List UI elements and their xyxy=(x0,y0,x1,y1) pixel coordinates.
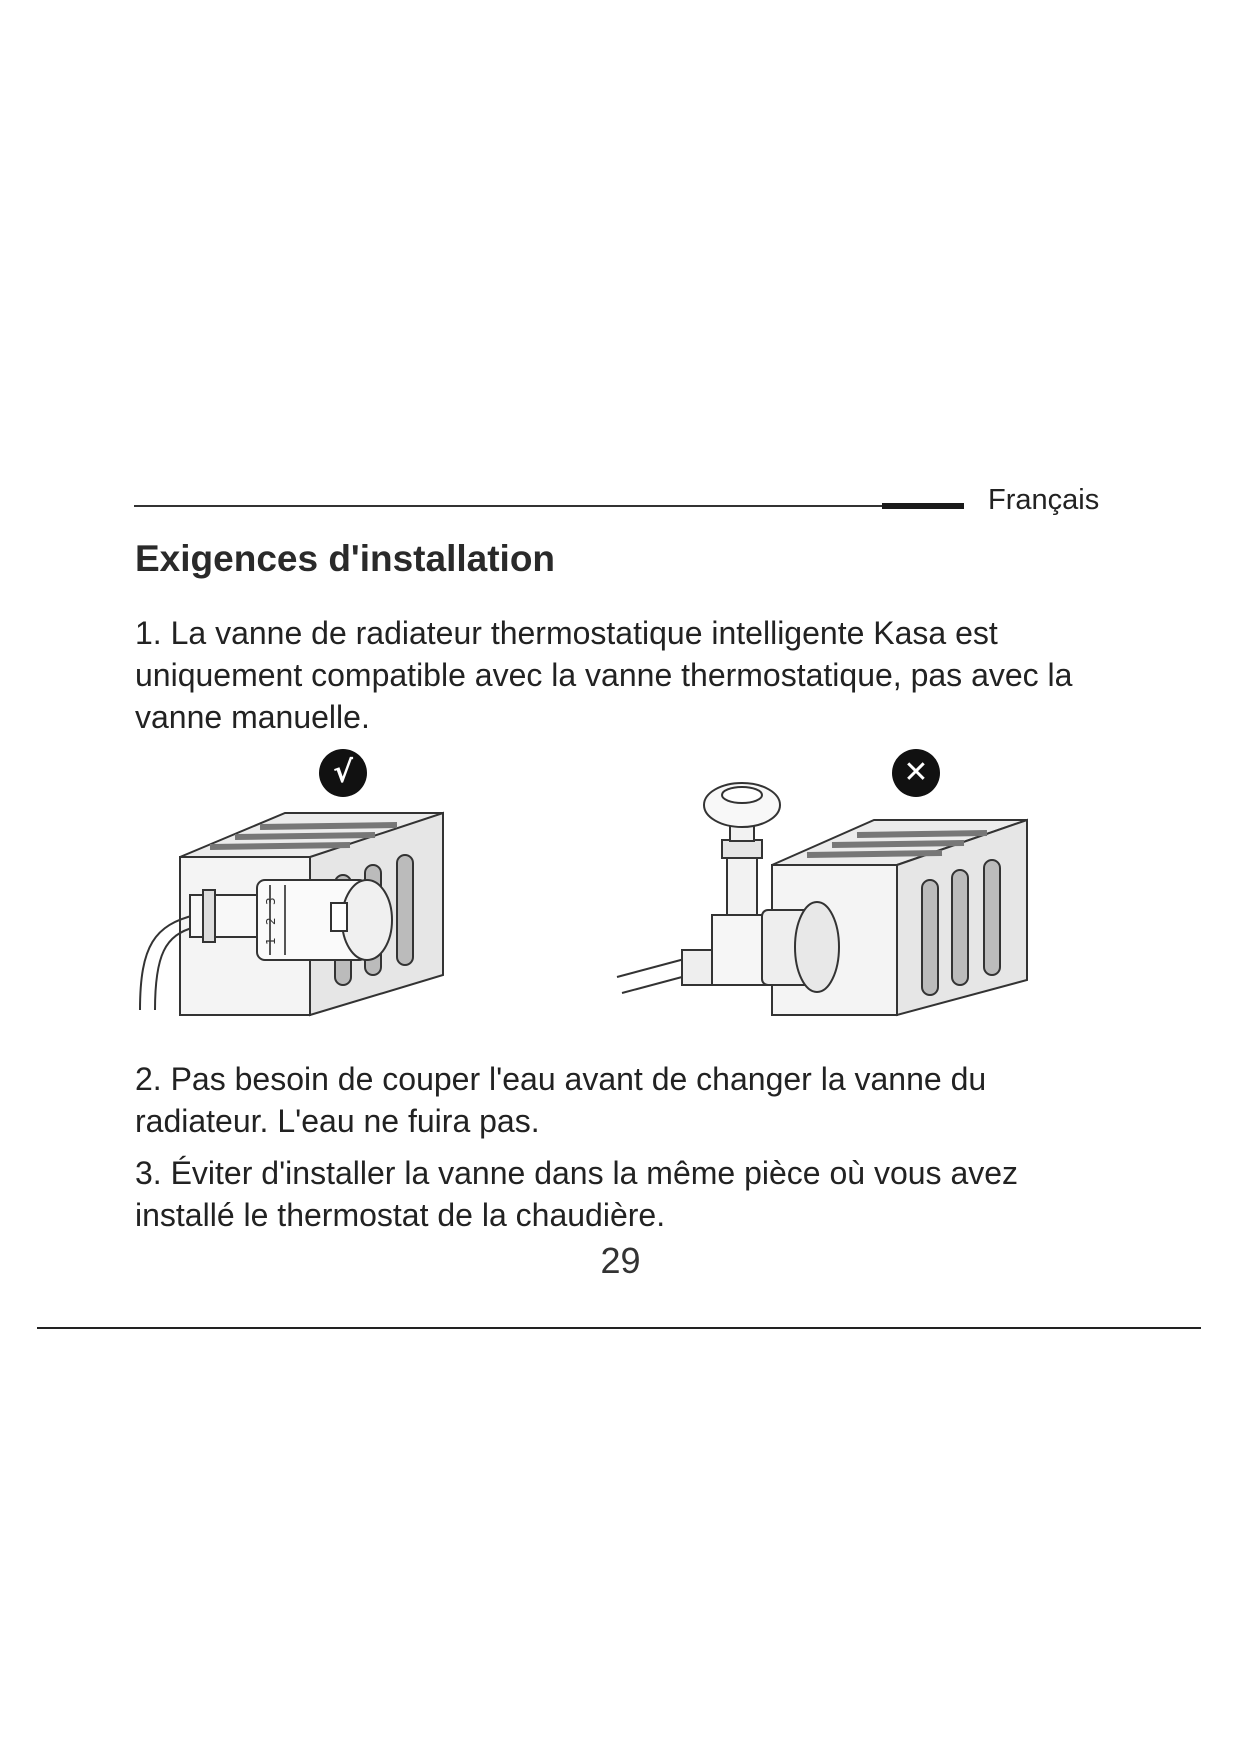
requirement-1: 1. La vanne de radiateur thermostatique intelligente Kasa est uniquement compatible avec la vanne thermostatique, pas avec la vanne manuelle. xyxy=(135,615,1073,735)
thermostatic-valve-illustration xyxy=(135,745,455,1020)
svg-text:3: 3 xyxy=(264,897,278,905)
page-title: Exigences d'installation xyxy=(135,538,556,579)
header-rule-accent xyxy=(882,503,964,509)
svg-text:2: 2 xyxy=(264,917,278,925)
requirement-2: 2. Pas besoin de couper l'eau avant de changer la vanne du radiateur. L'eau ne fuira pas. xyxy=(135,1061,987,1139)
svg-text:1: 1 xyxy=(264,937,278,945)
check-icon: √ xyxy=(319,749,367,797)
manual-valve-illustration xyxy=(612,745,1032,1020)
language-label: Français xyxy=(988,484,1100,516)
cross-icon: ✕ xyxy=(892,749,940,797)
footer-rule xyxy=(37,1327,1201,1329)
page-number: 29 xyxy=(600,1240,641,1281)
header-rule xyxy=(134,505,964,507)
requirement-3: 3. Éviter d'installer la vanne dans la même pièce où vous avez installé le thermostat de la chaudière. xyxy=(135,1155,1019,1233)
